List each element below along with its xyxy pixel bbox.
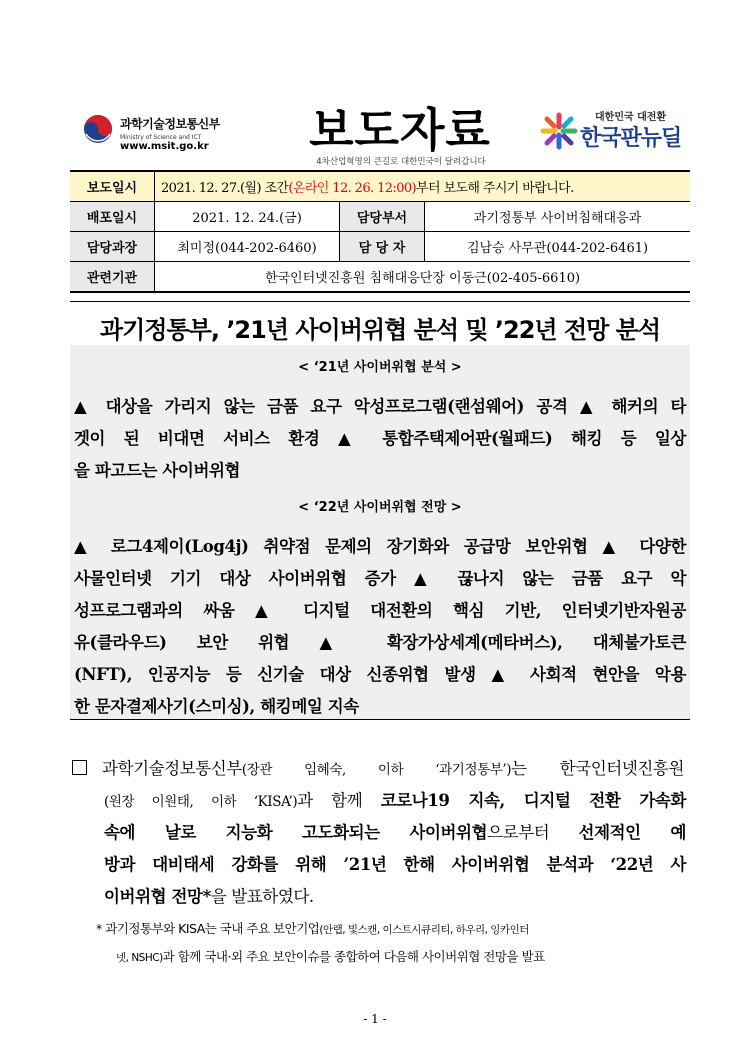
ministry-mention: 과학기술정보통신부	[102, 759, 242, 778]
forecast-2022-heading: < ‘22년 사이버위협 전망 >	[298, 500, 462, 515]
summary-2021-line: 겟이 된 비대면 서비스 환경 ▲ 통합주택제어판(월패드) 해킹 등 일상	[74, 429, 686, 448]
release-online-time: (온라인 12. 26. 12:00)	[288, 181, 417, 196]
release-suffix: 부터 보도해 주시기 바랍니다.	[416, 181, 574, 196]
release-value	[155, 171, 691, 202]
footnote-marker: *	[202, 887, 211, 906]
kisa-president-note: (원장 이원태, 이하 ‘KISA’)	[104, 794, 298, 810]
square-bullet-icon	[72, 760, 87, 775]
new-deal-star-icon	[540, 112, 578, 150]
department-value: 과기정통부 사이버침해대응과	[425, 202, 691, 232]
security-companies-cont: 넷, NSHC)	[116, 952, 163, 964]
release-prefix: 2021. 12. 27.(월) 조간	[161, 181, 289, 196]
page-number: - 1 -	[363, 1012, 387, 1026]
prevention-phrase: 선제적인 예	[578, 823, 686, 842]
ministry-logo	[82, 113, 282, 157]
summary-2021-line: ▲ 대상을 가리지 않는 금품 요구 악성프로그램(랜섬웨어) 공격 ▲ 해커의 타	[74, 397, 686, 416]
ministry-name: 과학기술정보통신부	[120, 117, 220, 131]
threat-context: 속에 날로 지능화 고도화되는 사이버위협	[104, 823, 488, 842]
summary-bottom-rule	[70, 719, 690, 720]
summary-2022-line: ▲ 로그4제이(Log4j) 취약점 문제의 장기화와 공급망 보안위협 ▲ 다양한	[74, 537, 686, 556]
body-line-2	[104, 787, 686, 811]
ministry-english-name: Ministry of Science and ICT	[120, 134, 202, 141]
summary-2022-line: (NFT), 인공지능 등 신기술 대상 신종위협 발생 ▲ 사회적 현안을 악용	[74, 665, 686, 684]
distribution-row	[70, 202, 690, 232]
body-line-4: 방과 대비태세 강화를 위해 ’21년 한해 사이버위협 분석과 ‘22년 사	[104, 855, 686, 874]
release-row	[70, 171, 690, 202]
article-title: 과기정통부, ’21년 사이버위협 분석 및 ’22년 전망 분석	[99, 316, 661, 344]
korean-new-deal-logo	[540, 108, 700, 158]
covid-context: 코로나19 지속, 디지털 전환 가속화	[380, 791, 687, 810]
manager-row	[70, 232, 690, 262]
conjunction-2: 으로부터	[487, 823, 579, 842]
summary-2022-line: 한 문자결제사기(스미싱), 해킹메일 지속	[74, 697, 359, 716]
ministry-url: www.msit.go.kr	[120, 141, 209, 152]
body-line-3	[104, 819, 686, 843]
slogan: 4차산업혁명의 큰길로 대한민국이 달려갑니다	[316, 157, 486, 167]
manager-label: 담당과장	[70, 232, 155, 262]
department-label: 담당부서	[340, 202, 425, 232]
summary-2021-line: 을 파고드는 사이버위협	[74, 461, 241, 480]
press-header	[0, 0, 750, 170]
distribution-value: 2021. 12. 24.(금)	[155, 202, 340, 232]
release-info-table	[70, 170, 690, 293]
officer-label: 담 당 자	[340, 232, 425, 262]
summary-box	[70, 345, 690, 719]
footnote-text: * 과기정통부와 KISA는 국내 주요 보안기업	[96, 921, 320, 936]
officer-value: 김남승 사무관(044-202-6461)	[425, 232, 691, 262]
press-release-title: 보도자료	[309, 103, 491, 157]
announce-phrase: 을 발표하였다.	[210, 887, 314, 906]
agency-label: 관련기관	[70, 262, 155, 293]
kisa-mention: 는 한국인터넷진흥원	[511, 759, 684, 778]
new-deal-subtitle: 대한민국 대전환	[595, 112, 667, 123]
body-line-5	[104, 883, 686, 907]
agency-row	[70, 262, 690, 293]
title-top-rule	[70, 301, 690, 302]
analysis-2021-heading: < ‘21년 사이버위협 분석 >	[298, 360, 462, 375]
footnote-line-1	[96, 919, 686, 937]
manager-value: 최미정(044-202-6460)	[155, 232, 340, 262]
body-line-1	[102, 755, 684, 779]
footnote-text-cont: 과 함께 국내·외 주요 보안이슈를 종합하여 다음해 사이버위협 전망을 발표	[162, 949, 545, 964]
summary-2022-line: 성프로그램과의 싸움 ▲ 디지털 대전환의 핵심 기반, 인터넷기반자원공	[74, 601, 686, 620]
summary-2022-line: 사물인터넷 기기 대상 사이버위협 증가 ▲ 끊나지 않는 금품 요구 악	[74, 569, 686, 588]
conjunction: 과 함께	[297, 791, 381, 810]
forecast-phrase: 이버위협 전망	[104, 887, 203, 906]
minister-note: (장관 임혜숙, 이하 ‘과기정통부’)	[241, 762, 512, 778]
new-deal-title: 한국판뉴딜	[580, 126, 682, 151]
summary-2022-line: 유(클라우드) 보안 위협 ▲ 확장가상세계(메타버스), 대체불가토큰	[74, 633, 686, 652]
footnote-line-2	[116, 947, 686, 965]
security-companies: (안랩, 빛스캔, 이스트시큐리티, 하우리, 잉카인터	[319, 924, 529, 936]
taegeuk-emblem-icon	[82, 113, 114, 145]
release-label: 보도일시	[70, 171, 155, 202]
agency-value: 한국인터넷진흥원 침해대응단장 이동근(02-405-6610)	[155, 262, 691, 293]
distribution-label: 배포일시	[70, 202, 155, 232]
